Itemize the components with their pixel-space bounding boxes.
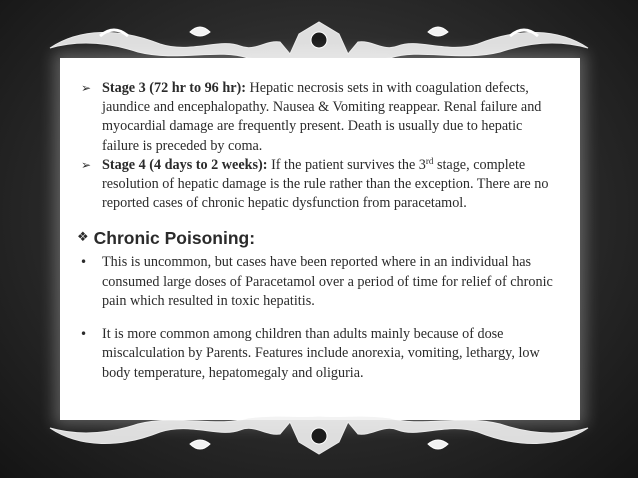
arrow-bullet-icon: ➢ [81, 157, 92, 172]
chronic-point-text: This is uncommon, but cases have been reported where in an individual has consumed large doses of Paracetamol over a period of time for relief of chronic pain which resulted in toxic hepatitis. [102, 254, 553, 309]
heading-text: Chronic Poisoning: [93, 228, 256, 249]
bottom-ornament [40, 414, 598, 458]
stage-3-label: Stage 3 (72 hr to 96 hr): [102, 80, 246, 96]
chronic-point [80, 325, 560, 383]
stage-4-label: Stage 4 (4 days to 2 weeks): [102, 156, 268, 173]
chronic-poisoning-heading [77, 227, 560, 249]
stage-4-text: If the patient survives the 3 [267, 156, 426, 173]
arrow-bullet-icon: ➢ [81, 81, 92, 95]
stage-4-text-continued: stage, complete resolution of hepatic damage is the rule rather than the exception. There are no reported cases of chronic hepatic dysfunction from paracetamol. [102, 156, 549, 212]
dot-bullet-icon: • [80, 327, 88, 342]
diamond-bullet-icon: ❖ [77, 230, 89, 246]
stage-3-item [80, 79, 560, 156]
chronic-point-text: It is more common among children than adults mainly because of dose miscalculation by Parents. Features include anorexia, vomiting, lethargy, low body temperature, hepatomegaly and oliguria. [102, 326, 540, 381]
chronic-point [80, 253, 560, 311]
stage-3-text: Hepatic necrosis sets in with coagulation defects, jaundice and encephalopathy. Nausea & Vomiting reappear. Renal failure and myocardial damage are frequently present. Death is usually due to hepatic failure is preceded by coma. [102, 80, 542, 154]
top-ornament [40, 18, 598, 62]
stage-4-item [80, 156, 560, 214]
dot-bullet-icon: • [80, 255, 88, 270]
slide-content [77, 79, 560, 397]
ordinal-suffix: rd [425, 155, 434, 166]
